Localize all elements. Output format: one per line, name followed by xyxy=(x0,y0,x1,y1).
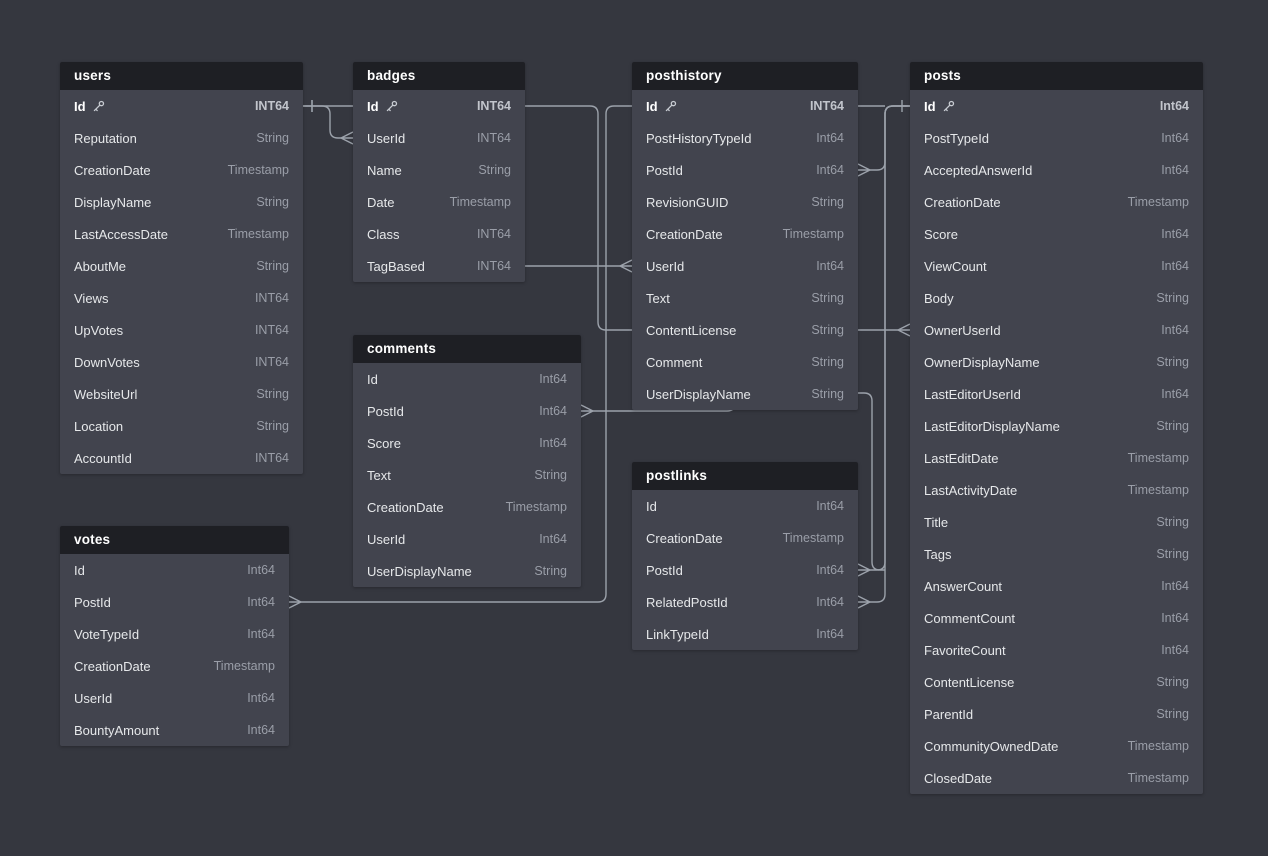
field-type: String xyxy=(811,387,844,401)
field-type: Int64 xyxy=(539,404,567,418)
field-name: Title xyxy=(924,514,949,530)
field-name: Id xyxy=(646,498,657,514)
field-row-postlinks-PostId[interactable] xyxy=(632,554,858,586)
field-name: Score xyxy=(924,226,958,242)
field-type: INT64 xyxy=(476,259,511,273)
relationship-line-postlinks.PostId xyxy=(870,106,910,570)
field-row-posthistory-PostId[interactable] xyxy=(632,154,858,186)
field-type: Timestamp xyxy=(505,500,567,514)
field-type: Timestamp xyxy=(449,195,511,209)
field-name: Views xyxy=(74,290,109,306)
field-name: AboutMe xyxy=(74,258,127,274)
field-type: String xyxy=(811,355,844,369)
table-posthistory[interactable] xyxy=(632,62,858,410)
field-type: Int64 xyxy=(1159,99,1189,113)
field-row-badges-TagBased[interactable] xyxy=(353,250,525,282)
field-row-postlinks-CreationDate[interactable] xyxy=(632,522,858,554)
field-row-posts-Tags[interactable] xyxy=(910,538,1203,570)
field-row-users-Views[interactable] xyxy=(60,282,303,314)
field-row-posts-CreationDate[interactable] xyxy=(910,186,1203,218)
field-row-votes-CreationDate[interactable] xyxy=(60,650,289,682)
field-type: String xyxy=(256,419,289,433)
field-name: CommentCount xyxy=(924,610,1016,626)
field-type: String xyxy=(534,564,567,578)
field-row-users-CreationDate[interactable] xyxy=(60,154,303,186)
field-type: INT64 xyxy=(254,355,289,369)
field-type: String xyxy=(1156,675,1189,689)
field-type: Int64 xyxy=(247,595,275,609)
field-name: ContentLicense xyxy=(924,674,1015,690)
field-name: UserId xyxy=(74,690,113,706)
primary-key-icon xyxy=(664,100,677,113)
field-type: Int64 xyxy=(1161,643,1189,657)
field-name: DisplayName xyxy=(74,194,152,210)
field-name: RelatedPostId xyxy=(646,594,728,610)
field-type: Int64 xyxy=(247,627,275,641)
field-name: OwnerDisplayName xyxy=(924,354,1040,370)
field-type: Timestamp xyxy=(213,659,275,673)
field-row-comments-UserDisplayName[interactable] xyxy=(353,555,581,587)
field-name: Text xyxy=(367,467,391,483)
field-type: INT64 xyxy=(476,227,511,241)
crow-foot-postlinks.RelatedPostId xyxy=(858,596,870,608)
field-type: Int64 xyxy=(539,532,567,546)
field-row-postlinks-RelatedPostId[interactable] xyxy=(632,586,858,618)
field-row-users-AccountId[interactable] xyxy=(60,442,303,474)
field-name: Id xyxy=(74,98,86,114)
field-row-comments-Text[interactable] xyxy=(353,459,581,491)
field-name: Id xyxy=(367,371,378,387)
field-name: ParentId xyxy=(924,706,974,722)
table-header[interactable]: postlinks xyxy=(632,462,858,490)
field-type: String xyxy=(534,468,567,482)
field-row-badges-UserId[interactable] xyxy=(353,122,525,154)
field-name: PostTypeId xyxy=(924,130,990,146)
field-type: INT64 xyxy=(254,291,289,305)
field-name: Score xyxy=(367,435,401,451)
table-header[interactable]: posthistory xyxy=(632,62,858,90)
field-type: Timestamp xyxy=(782,227,844,241)
field-name: OwnerUserId xyxy=(924,322,1001,338)
field-type: Int64 xyxy=(1161,323,1189,337)
field-name: Class xyxy=(367,226,400,242)
field-row-posthistory-CreationDate[interactable] xyxy=(632,218,858,250)
field-row-posts-ViewCount[interactable] xyxy=(910,250,1203,282)
field-name: ViewCount xyxy=(924,258,987,274)
field-row-posthistory-RevisionGUID[interactable] xyxy=(632,186,858,218)
relationship-line-postlinks.RelatedPostId xyxy=(870,106,910,602)
field-type: INT64 xyxy=(476,99,511,113)
field-type: Timestamp xyxy=(1127,195,1189,209)
field-type: Int64 xyxy=(539,436,567,450)
field-type: String xyxy=(1156,419,1189,433)
field-row-users-WebsiteUrl[interactable] xyxy=(60,378,303,410)
field-row-comments-Id[interactable] xyxy=(353,363,581,395)
field-name: PostId xyxy=(646,162,683,178)
field-type: Timestamp xyxy=(1127,771,1189,785)
field-name: PostId xyxy=(74,594,111,610)
table-header[interactable]: users xyxy=(60,62,303,90)
field-row-posts-ContentLicense[interactable] xyxy=(910,666,1203,698)
field-name: RevisionGUID xyxy=(646,194,729,210)
field-name: TagBased xyxy=(367,258,425,274)
field-row-badges-Id[interactable] xyxy=(353,90,525,122)
field-type: Int64 xyxy=(1161,579,1189,593)
field-row-posthistory-ContentLicense[interactable] xyxy=(632,314,858,346)
field-name: Reputation xyxy=(74,130,137,146)
field-row-badges-Class[interactable] xyxy=(353,218,525,250)
field-name: Body xyxy=(924,290,954,306)
table-posts[interactable] xyxy=(910,62,1203,794)
field-name: UserId xyxy=(367,531,406,547)
field-row-posts-LastEditorUserId[interactable] xyxy=(910,378,1203,410)
field-type: String xyxy=(811,195,844,209)
crow-foot-badges.UserId xyxy=(341,132,353,144)
field-type: Int64 xyxy=(247,723,275,737)
field-name: CreationDate xyxy=(74,658,151,674)
field-type: Int64 xyxy=(1161,611,1189,625)
field-type: Timestamp xyxy=(227,227,289,241)
field-type: String xyxy=(1156,291,1189,305)
field-row-posts-AcceptedAnswerId[interactable] xyxy=(910,154,1203,186)
field-name: BountyAmount xyxy=(74,722,160,738)
field-type: Int64 xyxy=(247,691,275,705)
field-row-votes-Id[interactable] xyxy=(60,554,289,586)
field-name: ContentLicense xyxy=(646,322,737,338)
field-name: ClosedDate xyxy=(924,770,992,786)
primary-key-icon xyxy=(92,100,105,113)
primary-key-icon xyxy=(385,100,398,113)
field-row-badges-Date[interactable] xyxy=(353,186,525,218)
field-type: Timestamp xyxy=(227,163,289,177)
field-name: PostHistoryTypeId xyxy=(646,130,752,146)
field-type: INT64 xyxy=(254,451,289,465)
field-row-votes-UserId[interactable] xyxy=(60,682,289,714)
field-type: Timestamp xyxy=(1127,451,1189,465)
field-type: INT64 xyxy=(809,99,844,113)
field-name: LastEditorUserId xyxy=(924,386,1021,402)
field-name: WebsiteUrl xyxy=(74,386,138,402)
field-type: String xyxy=(478,163,511,177)
field-row-votes-BountyAmount[interactable] xyxy=(60,714,289,746)
field-row-users-Id[interactable] xyxy=(60,90,303,122)
field-row-users-DisplayName[interactable] xyxy=(60,186,303,218)
field-name: DownVotes xyxy=(74,354,140,370)
field-row-posts-LastActivityDate[interactable] xyxy=(910,474,1203,506)
field-row-users-Location[interactable] xyxy=(60,410,303,442)
field-name: LastEditorDisplayName xyxy=(924,418,1060,434)
table-header[interactable]: badges xyxy=(353,62,525,90)
field-row-posthistory-Id[interactable] xyxy=(632,90,858,122)
field-row-posthistory-PostHistoryTypeId[interactable] xyxy=(632,122,858,154)
field-row-posthistory-Text[interactable] xyxy=(632,282,858,314)
field-name: CreationDate xyxy=(646,530,723,546)
field-type: String xyxy=(256,131,289,145)
field-row-posts-ParentId[interactable] xyxy=(910,698,1203,730)
field-name: Tags xyxy=(924,546,952,562)
field-type: String xyxy=(1156,707,1189,721)
field-type: Int64 xyxy=(816,499,844,513)
table-header[interactable]: comments xyxy=(353,335,581,363)
field-row-posts-CommentCount[interactable] xyxy=(910,602,1203,634)
field-name: CreationDate xyxy=(367,499,444,515)
field-name: Comment xyxy=(646,354,703,370)
field-name: AnswerCount xyxy=(924,578,1003,594)
table-users[interactable] xyxy=(60,62,303,474)
field-row-comments-CreationDate[interactable] xyxy=(353,491,581,523)
field-type: String xyxy=(256,387,289,401)
field-type: Timestamp xyxy=(1127,483,1189,497)
field-name: LinkTypeId xyxy=(646,626,709,642)
table-postlinks[interactable] xyxy=(632,462,858,650)
table-header[interactable]: posts xyxy=(910,62,1203,90)
field-row-comments-PostId[interactable] xyxy=(353,395,581,427)
field-row-posts-AnswerCount[interactable] xyxy=(910,570,1203,602)
crow-foot-votes.PostId xyxy=(289,596,301,608)
field-type: INT64 xyxy=(254,323,289,337)
field-row-postlinks-LinkTypeId[interactable] xyxy=(632,618,858,650)
field-row-posthistory-UserId[interactable] xyxy=(632,250,858,282)
field-name: CreationDate xyxy=(74,162,151,178)
field-row-posts-Body[interactable] xyxy=(910,282,1203,314)
field-row-posts-Score[interactable] xyxy=(910,218,1203,250)
field-name: Id xyxy=(74,562,85,578)
field-name: AcceptedAnswerId xyxy=(924,162,1033,178)
field-row-posts-LastEditDate[interactable] xyxy=(910,442,1203,474)
relationship-line-posthistory.PostId xyxy=(870,106,910,170)
field-type: Int64 xyxy=(816,131,844,145)
crow-foot-comments.PostId xyxy=(581,405,593,417)
field-row-users-DownVotes[interactable] xyxy=(60,346,303,378)
field-row-votes-PostId[interactable] xyxy=(60,586,289,618)
field-type: Int64 xyxy=(539,372,567,386)
field-row-posts-Id[interactable] xyxy=(910,90,1203,122)
field-type: Int64 xyxy=(1161,227,1189,241)
field-type: String xyxy=(1156,515,1189,529)
field-name: UserDisplayName xyxy=(646,386,751,402)
field-type: INT64 xyxy=(476,131,511,145)
field-type: String xyxy=(1156,355,1189,369)
field-type: Int64 xyxy=(1161,163,1189,177)
table-comments[interactable] xyxy=(353,335,581,587)
field-row-posts-OwnerUserId[interactable] xyxy=(910,314,1203,346)
field-type: Int64 xyxy=(816,595,844,609)
field-name: Id xyxy=(367,98,379,114)
crow-foot-posts.OwnerUserId xyxy=(898,324,910,336)
field-name: UserId xyxy=(367,130,406,146)
field-name: Location xyxy=(74,418,124,434)
field-row-users-UpVotes[interactable] xyxy=(60,314,303,346)
field-name: Text xyxy=(646,290,670,306)
field-name: UpVotes xyxy=(74,322,124,338)
field-type: Int64 xyxy=(816,259,844,273)
field-row-users-LastAccessDate[interactable] xyxy=(60,218,303,250)
crow-foot-postlinks.PostId xyxy=(858,564,870,576)
field-row-posts-LastEditorDisplayName[interactable] xyxy=(910,410,1203,442)
field-name: Id xyxy=(924,98,936,114)
field-name: CreationDate xyxy=(646,226,723,242)
field-row-posthistory-UserDisplayName[interactable] xyxy=(632,378,858,410)
field-name: FavoriteCount xyxy=(924,642,1006,658)
field-row-posts-PostTypeId[interactable] xyxy=(910,122,1203,154)
field-row-posts-ClosedDate[interactable] xyxy=(910,762,1203,794)
field-row-posts-CommunityOwnedDate[interactable] xyxy=(910,730,1203,762)
field-name: CreationDate xyxy=(924,194,1001,210)
table-votes[interactable] xyxy=(60,526,289,746)
field-name: UserId xyxy=(646,258,685,274)
field-name: Id xyxy=(646,98,658,114)
field-type: Int64 xyxy=(247,563,275,577)
field-name: LastEditDate xyxy=(924,450,999,466)
field-name: PostId xyxy=(367,403,404,419)
field-name: LastActivityDate xyxy=(924,482,1018,498)
field-name: LastAccessDate xyxy=(74,226,168,242)
primary-key-icon xyxy=(942,100,955,113)
field-type: String xyxy=(811,291,844,305)
field-type: Timestamp xyxy=(782,531,844,545)
field-row-posthistory-Comment[interactable] xyxy=(632,346,858,378)
field-name: PostId xyxy=(646,562,683,578)
field-type: Int64 xyxy=(1161,259,1189,273)
field-name: Date xyxy=(367,194,395,210)
field-type: Int64 xyxy=(816,563,844,577)
field-name: CommunityOwnedDate xyxy=(924,738,1059,754)
relationship-line-badges.UserId xyxy=(303,106,341,138)
field-row-users-AboutMe[interactable] xyxy=(60,250,303,282)
field-row-users-Reputation[interactable] xyxy=(60,122,303,154)
table-header[interactable]: votes xyxy=(60,526,289,554)
field-name: Name xyxy=(367,162,402,178)
field-row-posts-Title[interactable] xyxy=(910,506,1203,538)
crow-foot-posthistory.UserId xyxy=(620,260,632,272)
field-name: AccountId xyxy=(74,450,132,466)
field-type: String xyxy=(256,195,289,209)
field-type: String xyxy=(1156,547,1189,561)
field-type: INT64 xyxy=(254,99,289,113)
field-row-comments-Score[interactable] xyxy=(353,427,581,459)
field-name: VoteTypeId xyxy=(74,626,140,642)
field-type: String xyxy=(256,259,289,273)
field-name: UserDisplayName xyxy=(367,563,472,579)
field-type: Int64 xyxy=(816,627,844,641)
field-row-posts-OwnerDisplayName[interactable] xyxy=(910,346,1203,378)
crow-foot-posthistory.PostId xyxy=(858,164,870,176)
field-type: Timestamp xyxy=(1127,739,1189,753)
field-type: Int64 xyxy=(1161,387,1189,401)
table-badges[interactable] xyxy=(353,62,525,282)
field-type: Int64 xyxy=(816,163,844,177)
field-row-badges-Name[interactable] xyxy=(353,154,525,186)
field-type: String xyxy=(811,323,844,337)
field-row-postlinks-Id[interactable] xyxy=(632,490,858,522)
field-row-comments-UserId[interactable] xyxy=(353,523,581,555)
field-row-posts-FavoriteCount[interactable] xyxy=(910,634,1203,666)
field-type: Int64 xyxy=(1161,131,1189,145)
field-row-votes-VoteTypeId[interactable] xyxy=(60,618,289,650)
